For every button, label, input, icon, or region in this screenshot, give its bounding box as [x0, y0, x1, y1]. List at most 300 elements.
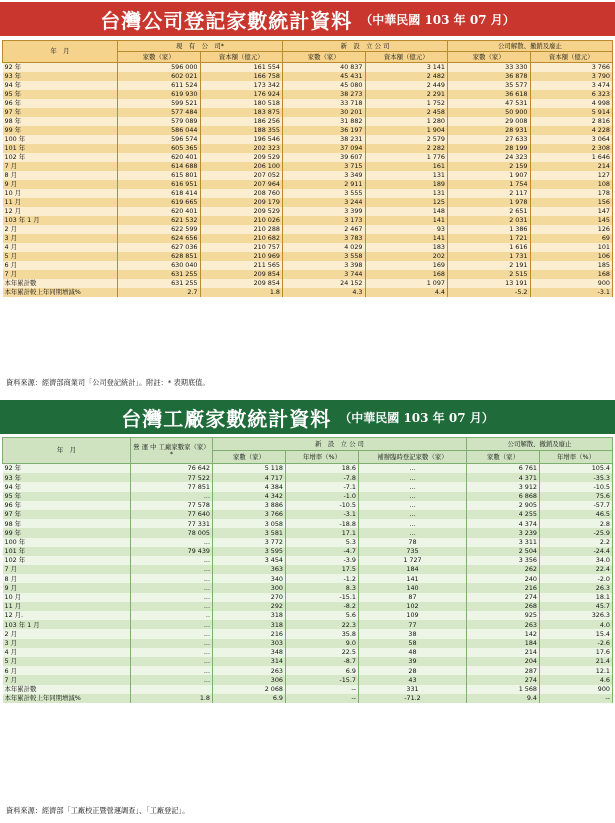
table-cell: ...: [358, 519, 466, 528]
table-cell: 1 727: [358, 556, 466, 565]
table-cell: 6 868: [467, 492, 540, 501]
row-label: 12 月: [3, 207, 118, 216]
table-cell: 4 228: [530, 126, 613, 135]
table-row: [3, 611, 613, 620]
table-cell: 102: [358, 602, 466, 611]
table-cell: 2 482: [365, 72, 448, 81]
table-cell: 4 342: [213, 492, 286, 501]
table-cell: ...: [131, 538, 213, 547]
new-count-header: 家數（家）: [283, 52, 366, 63]
table-cell: 58: [358, 639, 466, 648]
table-cell: 24 323: [448, 153, 531, 162]
table-cell: 8.3: [285, 583, 358, 592]
table-cell: 3 141: [365, 63, 448, 73]
table-cell: 3 356: [467, 556, 540, 565]
table-cell: 173 342: [200, 81, 283, 90]
table-cell: ...: [131, 639, 213, 648]
row-label: 6 月: [3, 261, 118, 270]
table-cell: 17.6: [539, 648, 612, 657]
table-cell: 624 656: [118, 234, 201, 243]
table-cell: 270: [213, 593, 286, 602]
table-cell: -7.8: [285, 473, 358, 482]
table-row: [3, 464, 613, 474]
table-cell: 1 616: [448, 243, 531, 252]
table-cell: 3 555: [283, 189, 366, 198]
table-cell: 21.4: [539, 657, 612, 666]
table-cell: 36 878: [448, 72, 531, 81]
table-cell: 22.5: [285, 648, 358, 657]
table-cell: 6 761: [467, 464, 540, 474]
table-cell: -18.8: [285, 519, 358, 528]
table-cell: 1 568: [467, 685, 540, 694]
new-companies-header: 新 設 立 公 司: [283, 41, 448, 52]
table-cell: 75.6: [539, 492, 612, 501]
table-cell: 156: [530, 198, 613, 207]
table-cell: 189: [365, 180, 448, 189]
table-row: [3, 629, 613, 638]
row-label: 10 月: [3, 189, 118, 198]
table-row: [3, 81, 613, 90]
table-cell: 22.3: [285, 620, 358, 629]
table-cell: 209 854: [200, 279, 283, 288]
table-cell: 9.0: [285, 639, 358, 648]
row-label: 103 年 1 月: [3, 216, 118, 225]
table-cell: 37 094: [283, 144, 366, 153]
table-cell: 306: [213, 675, 286, 684]
row-label: 10 月: [3, 593, 131, 602]
table-cell: 148: [365, 207, 448, 216]
row-label: 102 年: [3, 153, 118, 162]
table-cell: -3.1: [285, 510, 358, 519]
table-cell: 45.7: [539, 602, 612, 611]
table-cell: 202 323: [200, 144, 283, 153]
table-cell: 131: [365, 189, 448, 198]
table-row: [3, 675, 613, 684]
row-label: 2 月: [3, 225, 118, 234]
company-stats-table: [2, 40, 613, 297]
row-label: 7 月: [3, 270, 118, 279]
row-label: 7 月: [3, 162, 118, 171]
table-cell: -3.1: [530, 288, 613, 297]
table-row: [3, 279, 613, 288]
row-label: 本年累計數: [3, 279, 118, 288]
table-cell: 620 401: [118, 207, 201, 216]
existing-companies-header: 現 有 公 司*: [118, 41, 283, 52]
table-row: [3, 198, 613, 207]
table-cell: 4 998: [530, 99, 613, 108]
table-cell: 1.8: [131, 694, 213, 703]
table-cell: 9.4: [467, 694, 540, 703]
table-cell: 28 199: [448, 144, 531, 153]
table-cell: -1.0: [285, 492, 358, 501]
table-cell: 4.4: [365, 288, 448, 297]
row-label: 100 年: [3, 135, 118, 144]
table-cell: 45 431: [283, 72, 366, 81]
table-cell: 39: [358, 657, 466, 666]
table-cell: 4.3: [283, 288, 366, 297]
table-cell: 619 930: [118, 90, 201, 99]
table-cell: 2 651: [448, 207, 531, 216]
table-cell: 77 331: [131, 519, 213, 528]
row-label: 2 月: [3, 629, 131, 638]
factory-closed-header: 公司解散、撤銷及廢止: [467, 438, 613, 451]
table-cell: 3 912: [467, 482, 540, 491]
table-cell: [131, 685, 213, 694]
row-label: 101 年: [3, 144, 118, 153]
table-cell: ...: [358, 528, 466, 537]
factory-stats-banner: [0, 400, 615, 434]
table-cell: 2 117: [448, 189, 531, 198]
table-cell: 262: [467, 565, 540, 574]
table-row: [3, 492, 613, 501]
table-row: [3, 135, 613, 144]
table-cell: 2.7: [118, 288, 201, 297]
table-cell: 1 386: [448, 225, 531, 234]
table-cell: 735: [358, 547, 466, 556]
table-cell: 78: [358, 538, 466, 547]
table-cell: 180 518: [200, 99, 283, 108]
table-cell: 3 399: [283, 207, 366, 216]
table-cell: 26.3: [539, 583, 612, 592]
row-label: 92 年: [3, 63, 118, 73]
table-cell: 1 646: [530, 153, 613, 162]
table-cell: 5.6: [285, 611, 358, 620]
row-label: 92 年: [3, 464, 131, 474]
table-cell: 17.1: [285, 528, 358, 537]
table-cell: 125: [365, 198, 448, 207]
table-cell: 620 401: [118, 153, 201, 162]
table-cell: 40 837: [283, 63, 366, 73]
table-cell: 4 384: [213, 482, 286, 491]
row-label: 8 月: [3, 171, 118, 180]
table-cell: 3 058: [213, 519, 286, 528]
table-cell: 618 414: [118, 189, 201, 198]
table-row: [3, 261, 613, 270]
table-row: [3, 207, 613, 216]
table-cell: -1.2: [285, 574, 358, 583]
table-cell: ...: [131, 675, 213, 684]
factory-stats-subtitle: （中華民國 103 年 07 月）: [339, 410, 494, 425]
table-row: [3, 657, 613, 666]
company-stats-title: 台灣公司登記家數統計資料: [100, 8, 353, 33]
table-cell: 1 721: [448, 234, 531, 243]
table-cell: 184: [467, 639, 540, 648]
factory-closed-growth-header: 年增率（%）: [539, 451, 612, 464]
table-cell: 579 089: [118, 117, 201, 126]
table-cell: --: [539, 694, 612, 703]
table-cell: -2.0: [539, 574, 612, 583]
table-cell: 2.8: [539, 519, 612, 528]
table-cell: ...: [131, 666, 213, 675]
table-cell: ...: [131, 593, 213, 602]
factory-stats-table: [2, 437, 613, 703]
table-cell: ...: [358, 473, 466, 482]
table-cell: -24.4: [539, 547, 612, 556]
closed-count-header: 家數（家）: [448, 52, 531, 63]
table-cell: 208 760: [200, 189, 283, 198]
table-cell: 3 244: [283, 198, 366, 207]
table-row: [3, 144, 613, 153]
row-label: 5 月: [3, 657, 131, 666]
table-cell: 348: [213, 648, 286, 657]
table-cell: -7.1: [285, 482, 358, 491]
table-cell: 925: [467, 611, 540, 620]
table-cell: ...: [131, 620, 213, 629]
table-cell: 109: [358, 611, 466, 620]
table-row: [3, 538, 613, 547]
table-cell: 314: [213, 657, 286, 666]
table-cell: 4.6: [539, 675, 612, 684]
table-cell: 140: [358, 583, 466, 592]
table-row: [3, 153, 613, 162]
table-cell: 178: [530, 189, 613, 198]
table-cell: 2 308: [530, 144, 613, 153]
table-cell: 77 522: [131, 473, 213, 482]
table-cell: 13 191: [448, 279, 531, 288]
table-cell: 2 467: [283, 225, 366, 234]
factory-new-count-header: 家數（家）: [213, 451, 286, 464]
row-label: 4 月: [3, 648, 131, 657]
table-cell: 127: [530, 171, 613, 180]
table-cell: ...: [131, 583, 213, 592]
table-row: [3, 501, 613, 510]
table-cell: 2 282: [365, 144, 448, 153]
table-cell: 292: [213, 602, 286, 611]
row-label: 93 年: [3, 72, 118, 81]
table-cell: 631 255: [118, 279, 201, 288]
table-cell: ...: [131, 602, 213, 611]
table-cell: 24 152: [283, 279, 366, 288]
table-cell: 3 744: [283, 270, 366, 279]
table-cell: 3 766: [213, 510, 286, 519]
table-cell: 2 515: [448, 270, 531, 279]
table-cell: 141: [358, 574, 466, 583]
row-label: 94 年: [3, 482, 131, 491]
table-cell: 161: [365, 162, 448, 171]
table-cell: 166 758: [200, 72, 283, 81]
table-cell: ...: [131, 492, 213, 501]
table-cell: 38: [358, 629, 466, 638]
table-cell: 2 159: [448, 162, 531, 171]
table-cell: 2 816: [530, 117, 613, 126]
table-cell: 209 179: [200, 198, 283, 207]
table-cell: 2.2: [539, 538, 612, 547]
table-cell: 33 718: [283, 99, 366, 108]
closed-companies-header: 公司解散、撤銷及廢止: [448, 41, 613, 52]
table-cell: 340: [213, 574, 286, 583]
table-cell: ...: [358, 501, 466, 510]
table-cell: 2 191: [448, 261, 531, 270]
table-cell: 3 474: [530, 81, 613, 90]
table-cell: 47 531: [448, 99, 531, 108]
table-cell: -10.5: [285, 501, 358, 510]
operating-factories-header: 營 運 中 工廠家數家（家） *: [131, 438, 213, 464]
table-cell: 630 040: [118, 261, 201, 270]
row-label: 94 年: [3, 81, 118, 90]
table-cell: 126: [530, 225, 613, 234]
table-cell: 4 371: [467, 473, 540, 482]
factory-stats-body: [3, 464, 613, 703]
table-cell: -5.2: [448, 288, 531, 297]
table-cell: 38 273: [283, 90, 366, 99]
table-cell: 596 574: [118, 135, 201, 144]
factory-supplement-header: 補辦臨時登記家數（家）: [358, 451, 466, 464]
table-cell: 206 100: [200, 162, 283, 171]
table-row: [3, 252, 613, 261]
table-cell: 611 524: [118, 81, 201, 90]
table-cell: 628 851: [118, 252, 201, 261]
table-cell: 36 197: [283, 126, 366, 135]
table-cell: ...: [131, 556, 213, 565]
company-stats-source-note: 資料來源：經濟部商業司「公司登記統計」。附註：* 表期底值。: [6, 378, 210, 387]
table-cell: 34.0: [539, 556, 612, 565]
table-cell: 77: [358, 620, 466, 629]
table-cell: 210 288: [200, 225, 283, 234]
company-stats-banner: [0, 2, 615, 36]
table-cell: 363: [213, 565, 286, 574]
table-cell: 184: [358, 565, 466, 574]
table-cell: 622 599: [118, 225, 201, 234]
table-row: [3, 473, 613, 482]
table-cell: 210 757: [200, 243, 283, 252]
table-cell: -4.7: [285, 547, 358, 556]
row-label: 93 年: [3, 473, 131, 482]
table-cell: 147: [530, 207, 613, 216]
row-label: 98 年: [3, 519, 131, 528]
table-cell: 621 532: [118, 216, 201, 225]
table-cell: -3.9: [285, 556, 358, 565]
closed-capital-header: 資本額（億元）: [530, 52, 613, 63]
table-cell: 5 118: [213, 464, 286, 474]
table-cell: 105.4: [539, 464, 612, 474]
row-label: 95 年: [3, 492, 131, 501]
table-cell: 4 374: [467, 519, 540, 528]
table-row: [3, 685, 613, 694]
table-row: [3, 117, 613, 126]
table-cell: 108: [530, 180, 613, 189]
table-cell: 6.9: [285, 666, 358, 675]
row-label: 本年累計數: [3, 685, 131, 694]
table-cell: 1 280: [365, 117, 448, 126]
table-cell: 28: [358, 666, 466, 675]
table-cell: 331: [358, 685, 466, 694]
table-cell: 210 682: [200, 234, 283, 243]
table-cell: 209 529: [200, 153, 283, 162]
table-cell: 1 731: [448, 252, 531, 261]
table-row: [3, 126, 613, 135]
row-label: 101 年: [3, 547, 131, 556]
table-cell: 1 754: [448, 180, 531, 189]
table-row: [3, 666, 613, 675]
row-label: 7 月: [3, 565, 131, 574]
table-row: [3, 565, 613, 574]
table-cell: 4 255: [467, 510, 540, 519]
table-cell: 900: [539, 685, 612, 694]
row-label: 99 年: [3, 126, 118, 135]
table-cell: ...: [131, 648, 213, 657]
table-cell: --: [285, 685, 358, 694]
table-row: [3, 639, 613, 648]
table-cell: 22.4: [539, 565, 612, 574]
new-capital-header: 資本額（億元）: [365, 52, 448, 63]
table-cell: 3 595: [213, 547, 286, 556]
table-row: [3, 162, 613, 171]
table-row: [3, 180, 613, 189]
company-stats-subtitle: （中華民國 103 年 07 月）: [360, 12, 515, 27]
table-cell: 5 914: [530, 108, 613, 117]
table-cell: 141: [365, 216, 448, 225]
table-row: [3, 108, 613, 117]
table-cell: 211 565: [200, 261, 283, 270]
table-cell: 2 579: [365, 135, 448, 144]
table-cell: 216: [213, 629, 286, 638]
table-cell: ...: [131, 574, 213, 583]
row-label: 本年累計較上年同期增減%: [3, 694, 131, 703]
table-cell: 78 005: [131, 528, 213, 537]
table-cell: 2 449: [365, 81, 448, 90]
table-cell: 214: [467, 648, 540, 657]
table-cell: -10.5: [539, 482, 612, 491]
table-cell: 77 578: [131, 501, 213, 510]
table-cell: 1 752: [365, 99, 448, 108]
period-header: 年 月: [3, 41, 118, 63]
table-cell: 577 484: [118, 108, 201, 117]
row-label: 9 月: [3, 583, 131, 592]
table-cell: 303: [213, 639, 286, 648]
table-cell: ..: [131, 611, 213, 620]
table-cell: 3 772: [213, 538, 286, 547]
table-cell: 77 851: [131, 482, 213, 491]
table-cell: 1 097: [365, 279, 448, 288]
row-label: 95 年: [3, 90, 118, 99]
table-cell: ...: [131, 565, 213, 574]
table-cell: 326.3: [539, 611, 612, 620]
table-cell: 3 886: [213, 501, 286, 510]
table-cell: 1 907: [448, 171, 531, 180]
table-cell: 185: [530, 261, 613, 270]
table-row: [3, 648, 613, 657]
table-cell: 274: [467, 593, 540, 602]
table-cell: 176 924: [200, 90, 283, 99]
table-cell: 596 000: [118, 63, 201, 73]
table-cell: 4 029: [283, 243, 366, 252]
table-cell: -2.6: [539, 639, 612, 648]
table-row: [3, 90, 613, 99]
table-cell: 900: [530, 279, 613, 288]
table-row: [3, 602, 613, 611]
table-row: [3, 547, 613, 556]
table-cell: -8.2: [285, 602, 358, 611]
factory-stats-title: 台灣工廠家數統計資料: [121, 406, 332, 431]
table-cell: -71.2: [358, 694, 466, 703]
table-cell: 28 931: [448, 126, 531, 135]
table-cell: 614 688: [118, 162, 201, 171]
table-cell: 4.0: [539, 620, 612, 629]
table-row: [3, 225, 613, 234]
table-cell: 204: [467, 657, 540, 666]
table-row: [3, 288, 613, 297]
table-cell: 287: [467, 666, 540, 675]
row-label: 6 月: [3, 666, 131, 675]
table-cell: 76 642: [131, 464, 213, 474]
row-label: 96 年: [3, 99, 118, 108]
factory-closed-count-header: 家數（家）: [467, 451, 540, 464]
table-cell: -15.7: [285, 675, 358, 684]
table-cell: 87: [358, 593, 466, 602]
table-cell: 602 021: [118, 72, 201, 81]
table-cell: 38 231: [283, 135, 366, 144]
table-cell: -25.9: [539, 528, 612, 537]
